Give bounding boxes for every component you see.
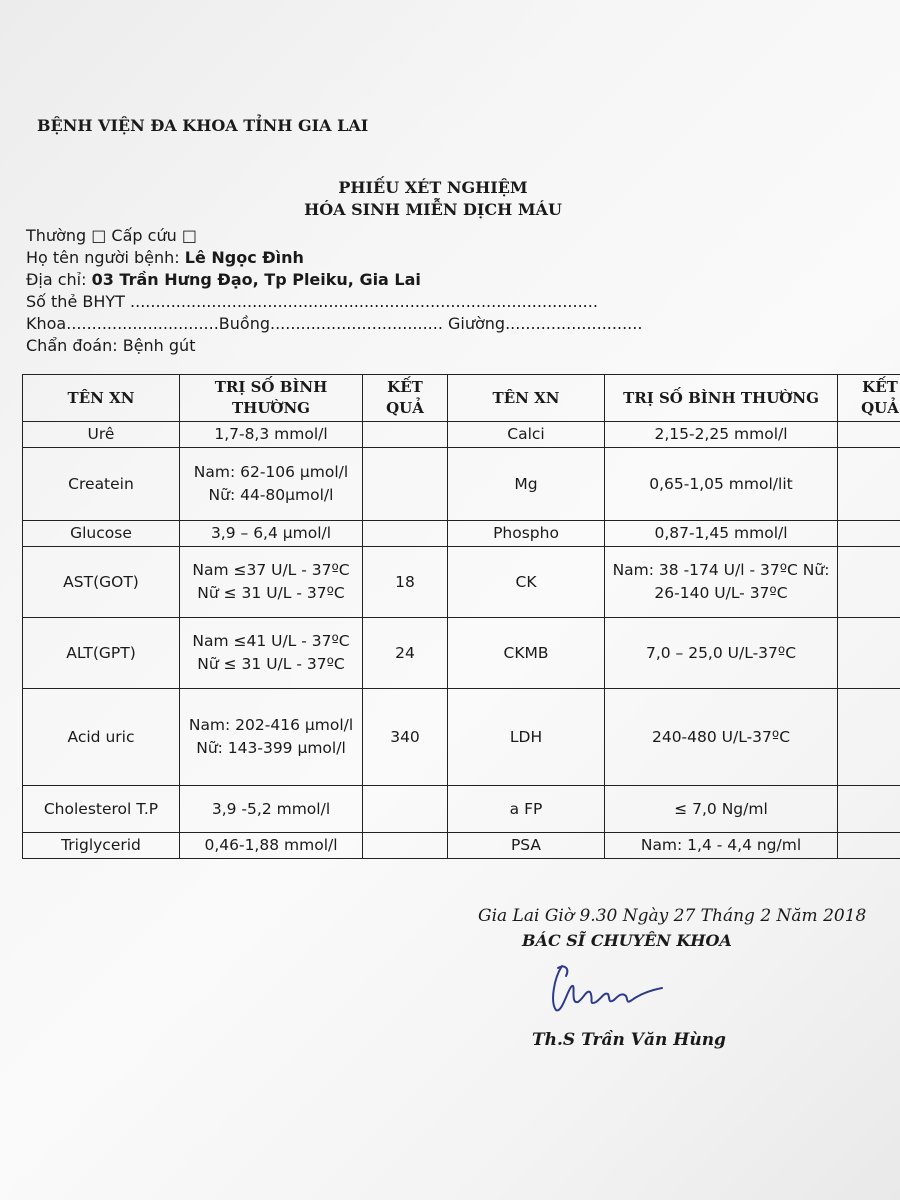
diagnosis-line: Chẩn đoán: Bệnh gút xyxy=(26,336,196,355)
result-value xyxy=(838,422,900,448)
test-name: Createin xyxy=(23,448,180,521)
test-name: Urê xyxy=(23,422,180,448)
address-value: 03 Trần Hưng Đạo, Tp Pleiku, Gia Lai xyxy=(91,270,421,289)
result-value xyxy=(838,786,900,833)
test-name: AST(GOT) xyxy=(23,547,180,618)
test-name: Cholesterol T.P xyxy=(23,786,180,833)
test-name: Glucose xyxy=(23,521,180,547)
table-row xyxy=(23,786,900,833)
result-value: 18 xyxy=(363,547,448,618)
address-line xyxy=(26,270,421,289)
normal-range: 0,46-1,88 mmol/l xyxy=(180,833,363,859)
test-name: Mg xyxy=(448,448,605,521)
result-value: 24 xyxy=(363,618,448,689)
table-row xyxy=(23,547,900,618)
patient-name-label: Họ tên người bệnh: xyxy=(26,248,185,267)
test-name: PSA xyxy=(448,833,605,859)
result-value xyxy=(838,833,900,859)
normal-range: Nam: 1,4 - 4,4 ng/ml xyxy=(605,833,838,859)
test-name: LDH xyxy=(448,689,605,786)
normal-range: 3,9 – 6,4 µmol/l xyxy=(180,521,363,547)
test-name: Triglycerid xyxy=(23,833,180,859)
test-name: a FP xyxy=(448,786,605,833)
result-value xyxy=(363,786,448,833)
result-value xyxy=(838,689,900,786)
header-normal-range-a: TRỊ SỐ BÌNH THƯỜNG xyxy=(180,375,363,422)
address-label: Địa chỉ: xyxy=(26,270,92,289)
normal-range: Nam: 38 -174 U/l - 37ºC Nữ: 26-140 U/L- 37ºC xyxy=(605,547,838,618)
table-row xyxy=(23,689,900,786)
header-result-b: KẾT QUẢ xyxy=(838,375,900,422)
normal-range: 1,7-8,3 mmol/l xyxy=(180,422,363,448)
test-name: Calci xyxy=(448,422,605,448)
normal-range: 2,15-2,25 mmol/l xyxy=(605,422,838,448)
normal-range: Nam ≤37 U/L - 37ºC Nữ ≤ 31 U/L - 37ºC xyxy=(180,547,363,618)
result-value xyxy=(838,547,900,618)
hospital-name: BỆNH VIỆN ĐA KHOA TỈNH GIA LAI xyxy=(37,116,369,135)
normal-range: 0,65-1,05 mmol/lit xyxy=(605,448,838,521)
normal-range: Nam: 62-106 µmol/l Nữ: 44-80µmol/l xyxy=(180,448,363,521)
test-name: ALT(GPT) xyxy=(23,618,180,689)
test-name: Acid uric xyxy=(23,689,180,786)
place-date: Gia Lai Giờ 9.30 Ngày 27 Tháng 2 Năm 2018 xyxy=(478,906,867,926)
table-row xyxy=(23,448,900,521)
table-header-row xyxy=(23,375,900,422)
result-value xyxy=(363,422,448,448)
form-subtitle: HÓA SINH MIỄN DỊCH MÁU xyxy=(304,200,562,219)
ward-line: Khoa..............................Buồng.................................. Giường........................... xyxy=(26,314,643,333)
header-test-name-b: TÊN XN xyxy=(448,375,605,422)
normal-range: Nam: 202-416 µmol/l Nữ: 143-399 µmol/l xyxy=(180,689,363,786)
test-name: CKMB xyxy=(448,618,605,689)
table-row xyxy=(23,618,900,689)
header-result-a: KẾT QUẢ xyxy=(363,375,448,422)
patient-name: Lê Ngọc Đình xyxy=(184,248,304,267)
header-test-name-a: TÊN XN xyxy=(23,375,180,422)
test-name: Phospho xyxy=(448,521,605,547)
doctor-role: BÁC SĨ CHUYÊN KHOA xyxy=(522,931,732,950)
normal-range: 3,9 -5,2 mmol/l xyxy=(180,786,363,833)
insurance-line: Số thẻ BHYT ............................................................................................ xyxy=(26,292,598,311)
results-table xyxy=(22,374,900,859)
result-value xyxy=(363,521,448,547)
test-name: CK xyxy=(448,547,605,618)
result-value xyxy=(838,521,900,547)
result-value: 340 xyxy=(363,689,448,786)
result-value xyxy=(363,448,448,521)
priority-line: Thường □ Cấp cứu □ xyxy=(26,226,197,245)
normal-range: 0,87-1,45 mmol/l xyxy=(605,521,838,547)
result-value xyxy=(363,833,448,859)
signature-icon xyxy=(548,958,678,1018)
result-value xyxy=(838,618,900,689)
table-row xyxy=(23,833,900,859)
result-value xyxy=(838,448,900,521)
normal-range: ≤ 7,0 Ng/ml xyxy=(605,786,838,833)
table-row xyxy=(23,422,900,448)
normal-range: 240-480 U/L-37ºC xyxy=(605,689,838,786)
table-row xyxy=(23,521,900,547)
normal-range: 7,0 – 25,0 U/L-37ºC xyxy=(605,618,838,689)
patient-name-line xyxy=(26,248,304,267)
normal-range: Nam ≤41 U/L - 37ºC Nữ ≤ 31 U/L - 37ºC xyxy=(180,618,363,689)
signature xyxy=(548,958,678,1022)
form-title: PHIẾU XÉT NGHIỆM xyxy=(338,178,528,197)
doctor-name: Th.S Trần Văn Hùng xyxy=(532,1030,726,1050)
header-normal-range-b: TRỊ SỐ BÌNH THƯỜNG xyxy=(605,375,838,422)
